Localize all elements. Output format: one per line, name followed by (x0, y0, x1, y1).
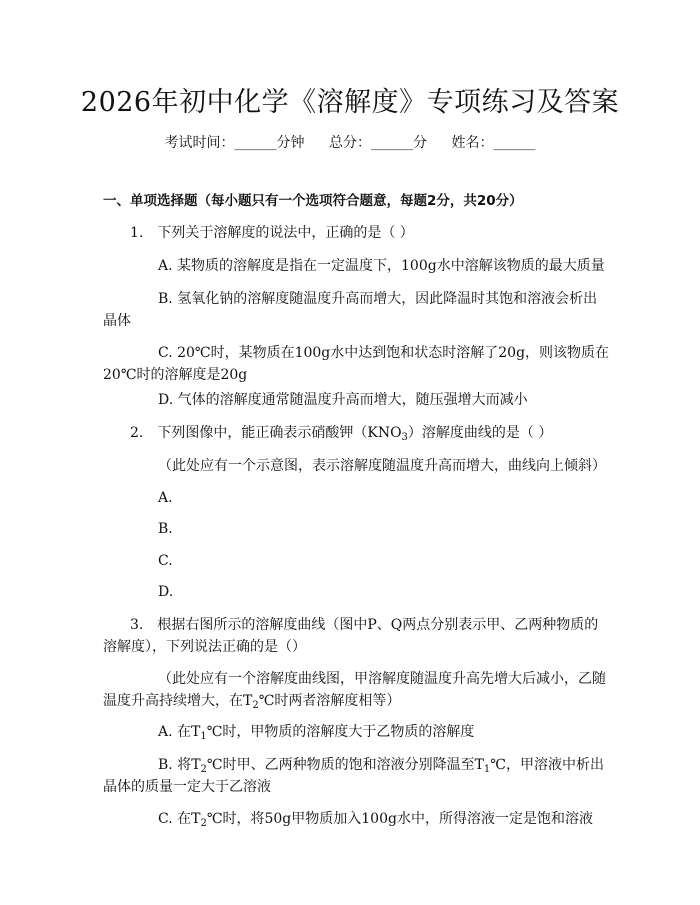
q3-figure-note: （此处应有一个溶解度曲线图，甲溶解度随温度升高先增大后减小，乙随 (158, 671, 606, 687)
q3-figure-note-cont: 温度升高持续增大，在$T_2℃$时两者溶解度相等） (103, 693, 401, 711)
q2-figure-note: （此处应有一个示意图，表示溶解度随温度升高而增大，曲线向上倾斜） (158, 458, 606, 474)
q3-option-a: A. 在$T_1℃$时，甲物质的溶解度大于乙物质的溶解度 (158, 724, 475, 742)
q3-option-b-cont: 晶体的质量一定大于乙溶液 (103, 779, 271, 795)
q2-option-d: D. (158, 584, 174, 600)
exam-info (0, 132, 700, 152)
section-heading: 一、单项选择题（每小题只有一个选项符合题意，每题2分，共20分） (103, 193, 523, 209)
q1-option-b: B. 氢氧化钠的溶解度随温度升高而增大，因此降温时其饱和溶液会析出 (158, 291, 598, 307)
q1-option-c-cont: 20℃时的溶解度是20g (103, 367, 248, 383)
question-2-stem: 2. 下列图像中，能正确表示硝酸钾$(KNO_3)$溶解度曲线的是（ ） (130, 425, 553, 443)
page-title: 2026年初中化学《溶解度》专项练习及答案 (80, 87, 620, 118)
question-3-stem-cont: 溶解度），下列说法正确的是（） (103, 639, 306, 655)
q2-option-a: A. (158, 490, 173, 506)
q1-option-c: C. 20℃时，某物质在100g水中达到饱和状态时溶解了20g，则该物质在 (158, 345, 610, 361)
q3-option-c: C. 在$T_2℃$时，将50g甲物质加入100g水中，所得溶液一定是饱和溶液 (158, 811, 593, 829)
q3-option-b: B. 将$T_2℃$时甲、乙两种物质的饱和溶液分别降温至$T_1℃$，甲溶液中析出 (158, 757, 604, 775)
student-name-field: 姓名：______ (451, 135, 536, 151)
total-score-field: 总分：______分 (329, 135, 427, 151)
q1-option-d: D. 气体的溶解度通常随温度升高而增大，随压强增大而减小 (158, 392, 528, 408)
question-3-stem: 3. 根据右图所示的溶解度曲线（图中P、Q两点分别表示甲、乙两种物质的 (130, 617, 599, 633)
exam-time-field: 考试时间：______分钟 (164, 135, 305, 151)
q1-option-b-cont: 晶体 (103, 313, 131, 329)
q2-option-c: C. (158, 553, 173, 569)
q1-option-a: A. 某物质的溶解度是指在一定温度下，100g水中溶解该物质的最大质量 (158, 258, 605, 274)
q2-option-b: B. (158, 521, 173, 537)
question-1-stem: 1. 下列关于溶解度的说法中，正确的是（ ） (130, 225, 414, 241)
